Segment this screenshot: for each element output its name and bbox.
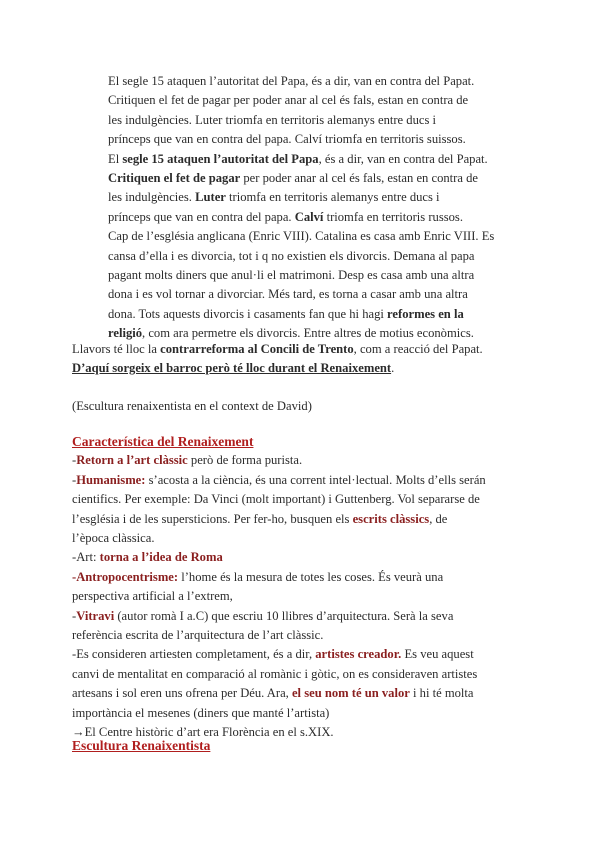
text-line: El segle 15 ataquen l’autoritat del Papa, és a dir, van en contra del Papat.: [108, 151, 488, 166]
text-line: D’aquí sorgeix el barroc però té lloc durant el Renaixement.: [72, 361, 395, 376]
text-line: religió, com ara permetre els divorcis. Entre altres de motius econòmics.: [108, 326, 474, 341]
bold-phrase: segle 15 ataquen l’autoritat del Papa: [122, 151, 319, 166]
text-line: l’església i de les supersticions. Per fer-ho, busquen els escrits clàssics, de: [72, 511, 448, 526]
text-line: El segle 15 ataquen l’autoritat del Papa, és a dir, van en contra del Papat.: [108, 74, 475, 88]
list-item: -Retorn a l’art clàssic però de forma purista.: [72, 453, 303, 468]
text-line: Llavors té lloc la contrarreforma al Concili de Trento, com a reacció del Papat.: [72, 342, 483, 356]
text-line: Critiquen el fet de pagar per poder anar al cel és fals, estan en contra de: [108, 93, 469, 108]
list-item: -Es consideren artiesten completament, és a dir, artistes creador. Es veu aquest: [72, 647, 474, 662]
quote-bold-paragraph: [108, 150, 520, 344]
highlight-term: el seu nom té un valor: [291, 686, 410, 701]
text-line: cansa d’ella i es divorcia, tot i q no existien els divorcis. Demana al papa: [108, 248, 475, 263]
note-text: (Escultura renaixentista en el context de David): [72, 399, 312, 413]
quote-plain-paragraph: [108, 72, 520, 150]
text-line: prínceps que van en contra del papa. Calví triomfa en territoris russos.: [108, 209, 463, 224]
list-item: -Humanisme: s’acosta a la ciència, és una corrent intel·lectual. Molts d’ells serán: [72, 472, 486, 487]
highlight-term: Humanisme:: [76, 472, 146, 487]
underlined-bold-phrase: D’aquí sorgeix el barroc però té lloc durant el Renaixement: [72, 361, 392, 376]
text-line: Cap de l’església anglicana (Enric VIII). Catalina es casa amb Enric VIII. Es: [108, 229, 495, 244]
highlight-term: -Antropocentrisme:: [72, 569, 179, 584]
highlight-term: artistes creador.: [315, 647, 402, 662]
text-line: prínceps que van en contra del papa. Calví triomfa en territoris suissos.: [108, 132, 466, 147]
bold-phrase: Critiquen el fet de pagar: [108, 171, 241, 185]
list-item: -Art: torna a l’idea de Roma: [72, 550, 223, 565]
text-line: dona i es vol tornar a divorciar. Més tard, es torna a casar amb una altra: [108, 287, 468, 302]
counter-reformation-paragraph: [72, 340, 528, 379]
bold-phrase: reformes en la: [387, 306, 464, 321]
bold-phrase: Calví: [294, 209, 324, 224]
bold-phrase: contrarreforma al Concili de Trento: [160, 342, 354, 356]
text-line: perspectiva artificial a l’extrem,: [72, 589, 233, 604]
text-line: les indulgències. Luter triomfa en territoris alemanys entre ducs i: [108, 112, 437, 127]
list-item: -Vitravi (autor romà I a.C) que escriu 10 llibres d’arquitectura. Serà la seva: [72, 608, 454, 623]
text-line: pagant molts diners que anul·li el matrimoni. Desp es casa amb una altra: [108, 268, 475, 283]
bold-phrase: religió: [108, 326, 143, 341]
list-item: -Antropocentrisme: l’home és la mesura de totes les coses. És veurà una: [72, 569, 444, 584]
text-line: l’època clàssica.: [72, 531, 155, 546]
text-line: artesans i sol eren uns ofrena per Déu. Ara, el seu nom té un valor i hi té molta: [72, 686, 474, 701]
bold-phrase: Luter: [195, 190, 226, 205]
text-line: les indulgències. Luter triomfa en territoris alemanys entre ducs i: [108, 190, 440, 205]
renaissance-section: [72, 432, 528, 743]
section-heading: Característica del Renaixement: [72, 434, 254, 449]
text-line: importància el mesenes (diners que manté l’artista): [72, 705, 330, 720]
list-item: →El Centre històric d’art era Florència en el s.XIX.: [72, 725, 334, 740]
text-line: dona. Tots aquests divorcis i casaments fan que hi hagi reformes en la: [108, 306, 464, 321]
text-line: Critiquen el fet de pagar per poder anar al cel és fals, estan en contra de: [108, 171, 478, 185]
section-heading: Escultura Renaixentista: [72, 738, 211, 753]
note-paragraph: [72, 397, 528, 416]
highlight-term: escrits clàssics: [352, 511, 430, 526]
highlight-term: Vitravi: [76, 608, 115, 623]
text-line: canvi de mentalitat en comparació al romànic i gòtic, on es consideraven artistes: [72, 666, 478, 681]
text-line: cientifics. Per exemple: Da Vinci (molt important) i Guttenberg. Vol separarse de: [72, 492, 480, 507]
highlight-term: torna a l’idea de Roma: [99, 550, 223, 565]
sculpture-section: [72, 736, 528, 755]
highlight-term: Retorn a l’art clàssic: [76, 453, 188, 468]
text-line: referència escrita de l’arquitectura de l’art clàssic.: [72, 628, 324, 643]
